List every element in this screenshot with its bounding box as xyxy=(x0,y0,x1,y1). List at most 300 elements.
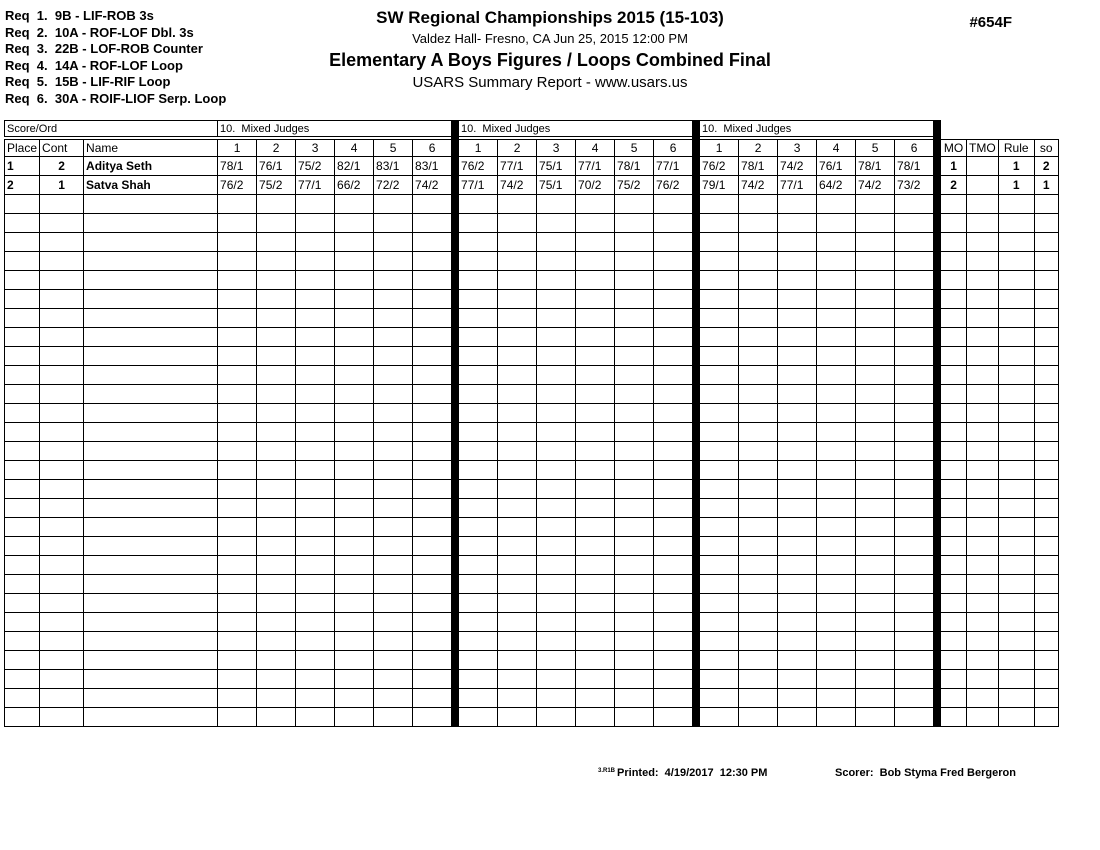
empty-cell xyxy=(856,347,895,366)
judge-panel-divider xyxy=(693,632,700,651)
judge-panel-divider xyxy=(452,518,459,537)
empty-cell xyxy=(739,271,778,290)
empty-row xyxy=(5,613,1059,632)
empty-cell xyxy=(537,708,576,727)
empty-cell xyxy=(335,518,374,537)
empty-cell xyxy=(296,461,335,480)
empty-cell xyxy=(498,385,537,404)
empty-cell xyxy=(856,290,895,309)
empty-cell xyxy=(537,480,576,499)
empty-cell xyxy=(998,366,1034,385)
empty-cell xyxy=(257,404,296,423)
rule-cell: 1 xyxy=(998,157,1034,176)
empty-cell xyxy=(778,480,817,499)
empty-cell xyxy=(615,689,654,708)
so-cell: 2 xyxy=(1034,157,1058,176)
empty-cell xyxy=(84,708,218,727)
empty-cell xyxy=(895,461,934,480)
empty-cell xyxy=(257,385,296,404)
empty-cell xyxy=(856,518,895,537)
empty-cell xyxy=(895,689,934,708)
empty-cell xyxy=(967,689,999,708)
empty-cell xyxy=(856,214,895,233)
judge-panel-divider xyxy=(934,575,941,594)
empty-cell xyxy=(257,442,296,461)
judge-col-header: 3 xyxy=(296,140,335,157)
requirement-item: Req 1. 9B - LIF-ROB 3s xyxy=(5,8,154,23)
empty-cell xyxy=(654,689,693,708)
judge-panel-divider xyxy=(452,366,459,385)
judge-panel-divider xyxy=(934,556,941,575)
empty-cell xyxy=(739,689,778,708)
judge-panel-divider xyxy=(934,176,941,195)
empty-cell xyxy=(739,613,778,632)
empty-cell xyxy=(817,632,856,651)
empty-cell xyxy=(84,214,218,233)
empty-cell xyxy=(335,423,374,442)
empty-cell xyxy=(1034,499,1058,518)
judge-panel-divider xyxy=(693,347,700,366)
empty-cell xyxy=(257,651,296,670)
empty-cell xyxy=(1034,347,1058,366)
empty-cell xyxy=(335,233,374,252)
empty-cell xyxy=(1034,290,1058,309)
empty-cell xyxy=(40,309,84,328)
empty-cell xyxy=(739,309,778,328)
empty-cell xyxy=(40,708,84,727)
judge-panel-divider xyxy=(693,556,700,575)
empty-cell xyxy=(413,670,452,689)
empty-cell xyxy=(1034,195,1058,214)
empty-cell xyxy=(654,214,693,233)
empty-cell xyxy=(1034,480,1058,499)
empty-cell xyxy=(1034,385,1058,404)
score-cell: 78/1 xyxy=(895,157,934,176)
empty-cell xyxy=(498,214,537,233)
judge-col-header: 1 xyxy=(700,140,739,157)
empty-cell xyxy=(374,404,413,423)
empty-cell xyxy=(817,518,856,537)
empty-cell xyxy=(998,518,1034,537)
skater-row xyxy=(5,157,1059,176)
empty-cell xyxy=(335,613,374,632)
empty-cell xyxy=(739,651,778,670)
empty-cell xyxy=(40,442,84,461)
empty-cell xyxy=(257,632,296,651)
judge-panel-divider xyxy=(452,480,459,499)
empty-cell xyxy=(40,347,84,366)
empty-cell xyxy=(537,366,576,385)
empty-cell xyxy=(941,689,967,708)
empty-cell xyxy=(459,328,498,347)
empty-cell xyxy=(615,613,654,632)
empty-cell xyxy=(654,290,693,309)
empty-cell xyxy=(998,385,1034,404)
score-cell: 64/2 xyxy=(817,176,856,195)
empty-cell xyxy=(413,575,452,594)
empty-cell xyxy=(817,556,856,575)
requirement-item: Req 5. 15B - LIF-RIF Loop xyxy=(5,74,171,89)
empty-cell xyxy=(967,442,999,461)
empty-cell xyxy=(498,366,537,385)
empty-cell xyxy=(778,575,817,594)
empty-cell xyxy=(576,461,615,480)
empty-cell xyxy=(1034,366,1058,385)
judge-panel-divider xyxy=(934,613,941,632)
judge-panel-divider xyxy=(934,651,941,670)
empty-cell xyxy=(374,442,413,461)
empty-cell xyxy=(498,651,537,670)
col-header-rule: Rule xyxy=(998,140,1034,157)
empty-cell xyxy=(84,632,218,651)
empty-cell xyxy=(895,290,934,309)
empty-cell xyxy=(413,461,452,480)
empty-cell xyxy=(413,423,452,442)
empty-cell xyxy=(84,594,218,613)
empty-cell xyxy=(739,518,778,537)
empty-cell xyxy=(374,613,413,632)
empty-cell xyxy=(257,233,296,252)
empty-cell xyxy=(498,404,537,423)
empty-cell xyxy=(537,214,576,233)
score-cell: 74/2 xyxy=(856,176,895,195)
judge-panel-divider xyxy=(452,613,459,632)
empty-cell xyxy=(1034,442,1058,461)
judge-col-header: 2 xyxy=(498,140,537,157)
empty-cell xyxy=(654,651,693,670)
empty-cell xyxy=(739,214,778,233)
empty-cell xyxy=(654,594,693,613)
empty-cell xyxy=(817,708,856,727)
score-cell: 78/1 xyxy=(218,157,257,176)
judge-panel-divider xyxy=(693,309,700,328)
empty-cell xyxy=(817,651,856,670)
empty-cell xyxy=(335,689,374,708)
score-cell: 83/1 xyxy=(413,157,452,176)
empty-row xyxy=(5,594,1059,613)
score-cell: 76/2 xyxy=(654,176,693,195)
empty-cell xyxy=(374,594,413,613)
empty-cell xyxy=(296,195,335,214)
empty-cell xyxy=(615,594,654,613)
empty-cell xyxy=(374,556,413,575)
empty-cell xyxy=(576,537,615,556)
empty-cell xyxy=(941,271,967,290)
judge-panel-divider xyxy=(693,442,700,461)
empty-cell xyxy=(1034,613,1058,632)
empty-cell xyxy=(576,366,615,385)
empty-cell xyxy=(615,347,654,366)
empty-cell xyxy=(856,689,895,708)
judge-panel-divider xyxy=(934,233,941,252)
judge-panel-divider xyxy=(934,347,941,366)
col-header-tmo: TMO xyxy=(967,140,999,157)
judge-panel-divider xyxy=(693,670,700,689)
empty-cell xyxy=(459,575,498,594)
empty-cell xyxy=(218,689,257,708)
empty-cell xyxy=(615,518,654,537)
empty-row xyxy=(5,670,1059,689)
empty-cell xyxy=(967,404,999,423)
empty-cell xyxy=(335,309,374,328)
empty-cell xyxy=(335,271,374,290)
empty-cell xyxy=(895,347,934,366)
score-cell: 75/1 xyxy=(537,157,576,176)
score-cell: 76/2 xyxy=(700,157,739,176)
empty-cell xyxy=(413,613,452,632)
empty-cell xyxy=(576,594,615,613)
empty-cell xyxy=(778,347,817,366)
empty-cell xyxy=(84,613,218,632)
empty-cell xyxy=(5,480,40,499)
col-header-cont: Cont xyxy=(40,140,84,157)
empty-row xyxy=(5,404,1059,423)
empty-cell xyxy=(654,347,693,366)
empty-row xyxy=(5,385,1059,404)
score-cell: 77/1 xyxy=(459,176,498,195)
empty-cell xyxy=(257,670,296,689)
judge-col-header: 4 xyxy=(576,140,615,157)
empty-cell xyxy=(257,423,296,442)
score-ord-label: Score/Ord xyxy=(5,121,218,137)
empty-row xyxy=(5,366,1059,385)
empty-cell xyxy=(615,575,654,594)
empty-cell xyxy=(998,404,1034,423)
empty-cell xyxy=(335,556,374,575)
empty-cell xyxy=(817,195,856,214)
empty-cell xyxy=(413,347,452,366)
empty-cell xyxy=(941,556,967,575)
score-cell: 70/2 xyxy=(576,176,615,195)
empty-cell xyxy=(537,404,576,423)
empty-cell xyxy=(537,594,576,613)
empty-cell xyxy=(895,252,934,271)
empty-cell xyxy=(700,195,739,214)
empty-cell xyxy=(257,708,296,727)
empty-cell xyxy=(817,575,856,594)
empty-cell xyxy=(218,328,257,347)
empty-cell xyxy=(218,252,257,271)
empty-cell xyxy=(218,233,257,252)
empty-cell xyxy=(498,233,537,252)
empty-cell xyxy=(967,613,999,632)
empty-cell xyxy=(998,708,1034,727)
empty-cell xyxy=(498,518,537,537)
judge-panel-divider xyxy=(693,328,700,347)
empty-cell xyxy=(998,461,1034,480)
empty-cell xyxy=(576,214,615,233)
empty-cell xyxy=(296,366,335,385)
empty-cell xyxy=(1034,518,1058,537)
empty-cell xyxy=(335,461,374,480)
empty-cell xyxy=(296,233,335,252)
empty-cell xyxy=(335,290,374,309)
empty-cell xyxy=(459,309,498,328)
empty-cell xyxy=(998,233,1034,252)
empty-cell xyxy=(615,290,654,309)
judge-panel-divider xyxy=(452,499,459,518)
empty-cell xyxy=(40,632,84,651)
empty-cell xyxy=(218,518,257,537)
empty-cell xyxy=(413,233,452,252)
judge-panel-divider xyxy=(693,271,700,290)
judge-col-header: 2 xyxy=(257,140,296,157)
empty-cell xyxy=(817,499,856,518)
empty-cell xyxy=(40,290,84,309)
empty-cell xyxy=(654,195,693,214)
empty-cell xyxy=(84,442,218,461)
empty-cell xyxy=(654,328,693,347)
empty-cell xyxy=(778,195,817,214)
empty-cell xyxy=(84,556,218,575)
empty-cell xyxy=(654,366,693,385)
empty-cell xyxy=(498,347,537,366)
empty-cell xyxy=(615,328,654,347)
judge-panel-divider xyxy=(934,594,941,613)
empty-cell xyxy=(856,575,895,594)
empty-cell xyxy=(1034,689,1058,708)
empty-cell xyxy=(817,233,856,252)
empty-cell xyxy=(998,499,1034,518)
judge-panel-divider xyxy=(693,518,700,537)
empty-cell xyxy=(778,328,817,347)
judge-col-header: 3 xyxy=(778,140,817,157)
empty-cell xyxy=(537,518,576,537)
empty-cell xyxy=(5,689,40,708)
empty-cell xyxy=(700,632,739,651)
score-cell: 76/2 xyxy=(459,157,498,176)
empty-cell xyxy=(615,556,654,575)
empty-cell xyxy=(84,651,218,670)
empty-cell xyxy=(296,480,335,499)
empty-cell xyxy=(700,461,739,480)
empty-cell xyxy=(5,233,40,252)
empty-cell xyxy=(700,252,739,271)
empty-cell xyxy=(537,328,576,347)
judge-panel-divider xyxy=(934,385,941,404)
empty-cell xyxy=(84,670,218,689)
empty-cell xyxy=(941,575,967,594)
empty-row xyxy=(5,233,1059,252)
empty-cell xyxy=(296,651,335,670)
empty-cell xyxy=(576,404,615,423)
score-cell: 79/1 xyxy=(700,176,739,195)
judge-panel-divider xyxy=(934,214,941,233)
empty-cell xyxy=(817,689,856,708)
empty-cell xyxy=(941,290,967,309)
empty-cell xyxy=(335,708,374,727)
empty-cell xyxy=(967,214,999,233)
empty-cell xyxy=(257,252,296,271)
empty-cell xyxy=(817,309,856,328)
empty-cell xyxy=(296,632,335,651)
empty-cell xyxy=(941,252,967,271)
empty-cell xyxy=(941,518,967,537)
empty-cell xyxy=(615,480,654,499)
empty-cell xyxy=(856,708,895,727)
group-header-row xyxy=(5,121,1059,137)
empty-cell xyxy=(5,613,40,632)
empty-cell xyxy=(40,385,84,404)
empty-cell xyxy=(967,347,999,366)
empty-cell xyxy=(257,347,296,366)
empty-cell xyxy=(941,499,967,518)
empty-cell xyxy=(498,556,537,575)
empty-cell xyxy=(778,537,817,556)
empty-cell xyxy=(413,651,452,670)
empty-cell xyxy=(856,651,895,670)
empty-cell xyxy=(615,195,654,214)
empty-cell xyxy=(576,499,615,518)
empty-cell xyxy=(84,328,218,347)
empty-cell xyxy=(654,404,693,423)
empty-cell xyxy=(895,537,934,556)
empty-cell xyxy=(84,537,218,556)
empty-cell xyxy=(537,499,576,518)
judge-panel-divider xyxy=(452,121,459,137)
empty-cell xyxy=(941,613,967,632)
score-cell: 77/1 xyxy=(576,157,615,176)
empty-cell xyxy=(296,442,335,461)
empty-cell xyxy=(498,632,537,651)
empty-cell xyxy=(817,271,856,290)
empty-cell xyxy=(700,404,739,423)
empty-cell xyxy=(967,632,999,651)
empty-cell xyxy=(576,442,615,461)
empty-cell xyxy=(459,499,498,518)
empty-cell xyxy=(817,366,856,385)
empty-cell xyxy=(895,328,934,347)
empty-cell xyxy=(296,214,335,233)
score-cell: 77/1 xyxy=(654,157,693,176)
empty-cell xyxy=(335,632,374,651)
empty-cell xyxy=(459,708,498,727)
empty-cell xyxy=(856,404,895,423)
empty-cell xyxy=(576,233,615,252)
judge-panel-divider xyxy=(934,157,941,176)
empty-row xyxy=(5,328,1059,347)
score-cell: 73/2 xyxy=(895,176,934,195)
judge-panel-divider xyxy=(452,537,459,556)
empty-cell xyxy=(40,480,84,499)
empty-cell xyxy=(895,670,934,689)
empty-cell xyxy=(459,461,498,480)
empty-cell xyxy=(5,347,40,366)
empty-cell xyxy=(576,271,615,290)
empty-cell xyxy=(413,480,452,499)
empty-cell xyxy=(459,518,498,537)
empty-cell xyxy=(459,347,498,366)
empty-cell xyxy=(5,366,40,385)
empty-cell xyxy=(941,461,967,480)
empty-cell xyxy=(895,632,934,651)
empty-cell xyxy=(1034,537,1058,556)
empty-cell xyxy=(654,252,693,271)
empty-cell xyxy=(413,632,452,651)
empty-cell xyxy=(576,309,615,328)
score-cell: 72/2 xyxy=(374,176,413,195)
empty-cell xyxy=(576,518,615,537)
empty-cell xyxy=(1034,271,1058,290)
judge-col-header: 4 xyxy=(817,140,856,157)
empty-cell xyxy=(218,385,257,404)
empty-cell xyxy=(654,423,693,442)
judge-panel-divider xyxy=(452,632,459,651)
empty-cell xyxy=(817,461,856,480)
score-cell: 75/1 xyxy=(537,176,576,195)
tmo-cell xyxy=(967,157,999,176)
empty-cell xyxy=(700,480,739,499)
